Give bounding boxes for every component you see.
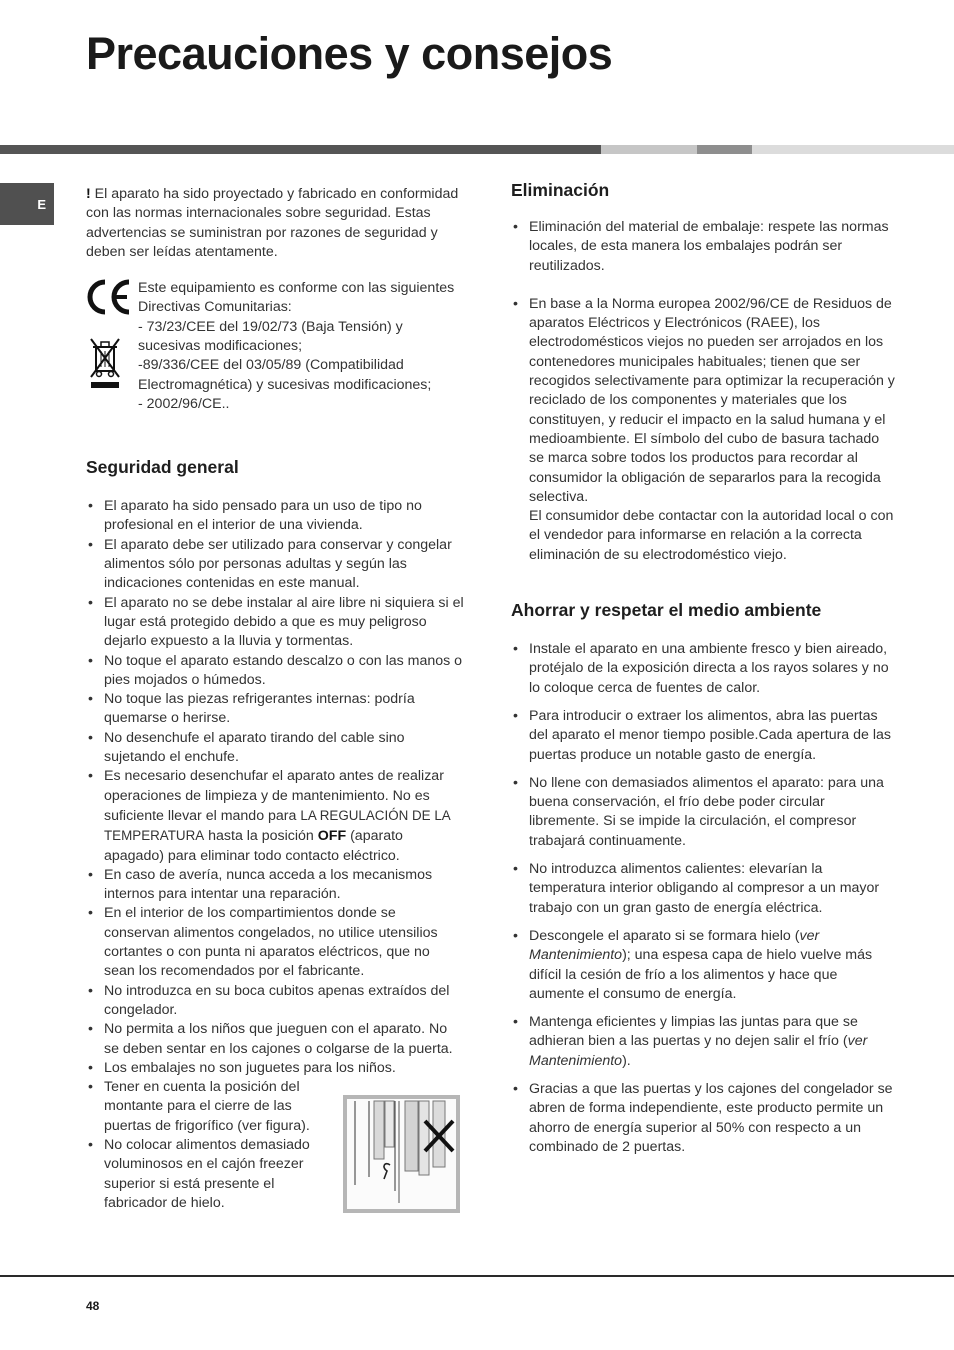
directive-line: - 2002/96/CE.. (138, 395, 230, 412)
section-heading-seguridad: Seguridad general (86, 457, 239, 478)
item-text: En base a la Norma europea 2002/96/CE de Residuos de aparatos Eléctricos y Electrónicos (RAEE), los electrodomésticos viejos no pueden ser arrojados en los contenedores municipales habituales; tienen que ser recogidos selectivamente para optimizar la recuperación y reciclado de los componentes y materiales que los constituyen, y reducir el impacto en la salud humana y el medioambiente. El símbolo del cubo de basura tachado se marca sobre todos los productos para recordar al consumidor la obligación de separarlos para la recogida selectiva. (529, 295, 895, 505)
header-bar-dark (0, 145, 601, 154)
warning-mark: ! (86, 186, 91, 202)
item-text: (aparato apagado) para eliminar todo contacto eléctrico. (104, 828, 403, 864)
list-item: • No colocar alimentos demasiado voluminosos en el cajón freezer superior si está presente el fabricador de hielo. (86, 1136, 326, 1213)
list-item (86, 767, 464, 865)
item-italic: ver Mantenimiento (529, 1033, 868, 1069)
weee-bin-icon (88, 337, 122, 389)
header-bar-light (601, 145, 697, 154)
list-item: • No desenchufe el aparato tirando del cable sino sujetando el enchufe. (86, 729, 464, 768)
list-item: • No permita a los niños que jueguen con el aparato. No se deben sentar en los cajones o colgarse de la puerta. (86, 1020, 464, 1059)
list-item: • En el interior de los compartimientos donde se conservan alimentos congelados, no utilice utensilios cortantes o con punta ni aparatos eléctricos, que no sean los recomendados por el fabricante. (86, 904, 464, 981)
directive-line: -89/336/CEE del 03/05/89 (Compatibilidad Electromagnética) y sucesivas modificaciones; (138, 357, 432, 393)
footer-rule (0, 1275, 954, 1277)
page-number: 48 (86, 1299, 100, 1313)
intro-paragraph (86, 185, 464, 262)
item-text: Mantenga eficientes y limpias las juntas para que se adhieran bien a las puertas y no dejen salir el frío ( (529, 1014, 858, 1050)
door-figure (343, 1095, 460, 1213)
item-text: hasta la posición (204, 828, 318, 845)
list-item (511, 927, 896, 1004)
language-tab: E (0, 183, 54, 225)
directive-line: - 73/23/CEE del 19/02/73 (Baja Tensión) y sucesivas modificaciones; (138, 318, 403, 355)
section-heading-eliminacion: Eliminación (511, 180, 610, 200)
list-item: • No llene con demasiados alimentos el aparato: para una buena conservación, el frío debe poder circular libremente. Si se impide la circulación, el compresor trabajará continuamente. (511, 774, 896, 851)
list-item: • Gracias a que las puertas y los cajones del congelador se abren de forma independiente, este producto permite un ahorro de energía superior al 50% con respecto a un combinado de 2 puertas. (511, 1080, 896, 1157)
list-item: • Tener en cuenta la posición del montante para el cierre de las puertas de frigorífico (ver figura). (86, 1078, 326, 1136)
ahorrar-list (511, 640, 896, 1157)
list-item: • El aparato no se debe instalar al aire libre ni siquiera si el lugar está protegido debido a que es muy peligroso dejarlo expuesto a la lluvia y tormentas. (86, 594, 464, 652)
list-item: • Los embalajes no son juguetes para los niños. (86, 1059, 464, 1078)
list-item (511, 295, 896, 565)
section-heading-ahorrar: Ahorrar y respetar el medio ambiente (511, 600, 822, 621)
intro-text: El aparato ha sido proyectado y fabricado en conformidad con las normas internacionales sobre seguridad. Estas advertencias se suministran por razones de seguridad y deben ser leídas atentamente. (86, 186, 459, 260)
list-item: • El aparato ha sido pensado para un uso de tipo no profesional en el interior de una vivienda. (86, 497, 464, 536)
right-column (511, 180, 896, 1157)
list-item: • No introduzca en su boca cubitos apenas extraídos del congelador. (86, 982, 464, 1021)
door-figure-drawing (347, 1099, 456, 1209)
list-item: • Para introducir o extraer los alimentos, abra las puertas del aparato el menor tiempo posible.Cada apertura de las puertas produce un notable gasto de energía. (511, 707, 896, 765)
list-item: • No toque las piezas refrigerantes internas: podría quemarse o herirse. (86, 690, 464, 729)
item-text: El consumidor debe contactar con la autoridad local o con el vendedor para informarse en relación a la correcta eliminación de su electrodoméstico viejo. (529, 508, 894, 563)
off-label: OFF (317, 828, 347, 845)
list-item: • En caso de avería, nunca acceda a los mecanismos internos para intentar una reparación. (86, 866, 464, 905)
directives-text (138, 279, 468, 414)
directive-line: Este equipamiento es conforme con las siguientes Directivas Comunitarias: (138, 280, 455, 316)
list-item: • El aparato debe ser utilizado para conservar y congelar alimentos sólo por personas adultas y según las indicaciones contenidas en este manual. (86, 536, 464, 594)
list-item: • Instale el aparato en una ambiente fresco y bien aireado, protéjalo de la exposición directa a los rayos solares y no lo coloque cerca de fuentes de calor. (511, 640, 896, 698)
header-bar-mid (697, 145, 752, 154)
list-item: • Eliminación del material de embalaje: respete las normas locales, de esta manera los embalajes podrán ser reutilizados. (511, 218, 896, 276)
ce-mark-icon (86, 279, 132, 315)
item-caps-text: LA REGULACIÓN DE LA TEMPERATURA (104, 807, 450, 844)
item-text: ); una espesa capa de hielo vuelve más difícil la cesión de frío a los alimentos y hace que aumente el consumo de energía. (529, 947, 873, 1002)
list-item: • No introduzca alimentos calientes: elevarían la temperatura interior obligando al compresor a un mayor trabajo con un gran gasto de energía eléctrica. (511, 860, 896, 918)
item-text: Descongele el aparato si se formara hielo ( (529, 927, 800, 944)
item-text: Es necesario desenchufar el aparato antes de realizar operaciones de limpieza y de mantenimiento. No es suficiente llevar el mando para (104, 768, 444, 824)
directives-block (86, 279, 464, 414)
item-italic: ver Mantenimiento (529, 927, 820, 964)
header-bar-pale (752, 145, 954, 154)
left-column (86, 185, 464, 1213)
item-text: ). (622, 1052, 631, 1069)
list-item (511, 1013, 896, 1071)
page-title: Precauciones y consejos (86, 28, 613, 79)
eliminacion-list (511, 218, 896, 565)
list-item: • No toque el aparato estando descalzo o con las manos o pies mojados o húmedos. (86, 652, 464, 691)
